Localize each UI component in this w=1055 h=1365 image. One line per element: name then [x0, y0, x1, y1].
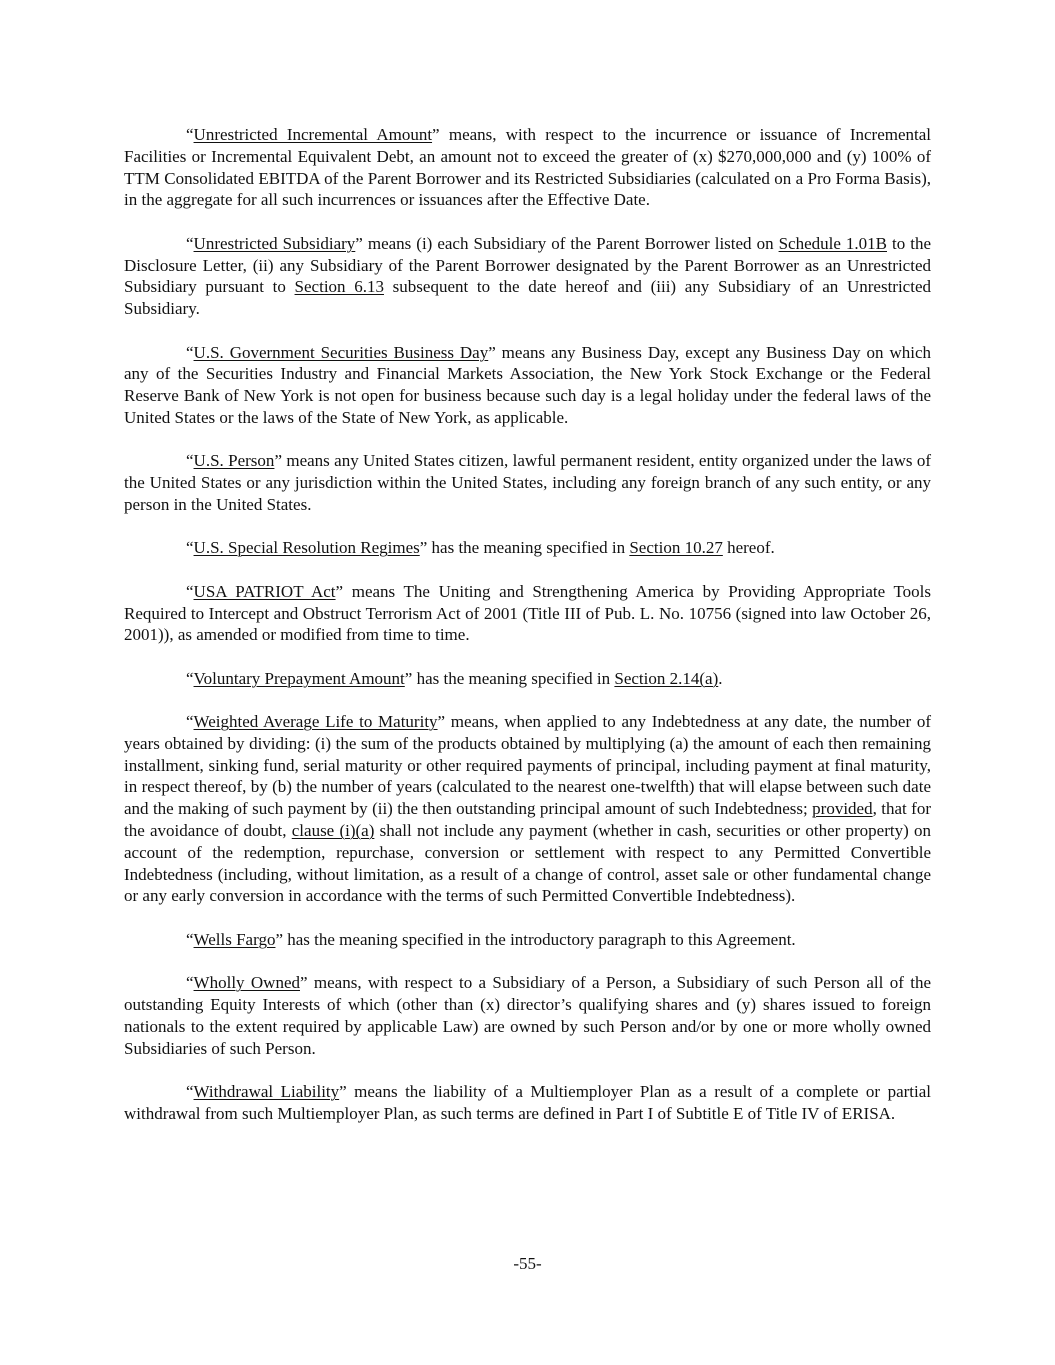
document-page	[124, 124, 931, 1146]
definition-text: ” has the meaning specified in	[419, 538, 630, 558]
cross-reference: clause (i)(a)	[291, 821, 375, 841]
defined-term: U.S. Person	[193, 451, 275, 471]
definition-unrestricted-incremental-amount: “Unrestricted Incremental Amount” means, with respect to the incurrence or issuance of Incremental Facilities or Incremental Equivalent Debt, an amount not to exceed the greater of (x) $270,000,000 and (y) 100% of TTM Consolidated EBITDA of the Parent Borrower and its Restricted Subsidiaries (calculated on a Pro Forma Basis), in the aggregate for all such incurrences or issuances after the Effective Date.	[124, 125, 932, 210]
definition-withdrawal-liability: “Withdrawal Liability” means the liability of a Multiemployer Plan as a result of a complete or partial withdrawal from such Multiemployer Plan, as such terms are defined in Part I of Subtitle E of Title IV of ERISA.	[124, 1082, 931, 1123]
definition-us-government-securities-business-day: “U.S. Government Securities Business Day” means any Business Day, except any Business Day on which any of the Securities Industry and Financial Markets Association, the New York Stock Exchange or the Federal Reserve Bank of New York is not open for business because such day is a legal holiday under the federal laws of the United States or the laws of the State of New York, as applicable.	[124, 342, 931, 427]
definition-text: , that for the avoidance of doubt,	[124, 799, 931, 841]
definition-wells-fargo: “Wells Fargo” has the meaning specified in the introductory paragraph to this Agreement.	[186, 929, 796, 949]
definition-text: ” means any United States citizen, lawful permanent resident, entity organized under the laws of the United States or any jurisdiction within the United States, including any foreign branch of any such entity, or any person in the United States.	[124, 451, 932, 514]
cross-reference: Section 2.14(a)	[614, 668, 719, 688]
cross-reference: provided	[812, 799, 873, 819]
definition-unrestricted-subsidiary: “Unrestricted Subsidiary” means (i) each Subsidiary of the Parent Borrower listed on Schedule 1.01B to the Disclosure Letter, (ii) any Subsidiary of the Parent Borrower designated by the Parent Borrower as an Unrestricted Subsidiary pursuant to Section 6.13 subsequent to the date hereof and (iii) any Subsidiary of an Unrestricted Subsidiary.	[124, 233, 932, 319]
definition-text: ” has the meaning specified in	[404, 668, 615, 688]
definition-text: ” means the liability of a Multiemployer Plan as a result of a complete or partial withdrawal from such Multiemployer Plan, as such terms are defined in Part I of Subtitle E of Title IV of ERISA.	[124, 1082, 931, 1123]
defined-term: U.S. Government Securities Business Day	[193, 342, 489, 362]
definition-text: ” has the meaning specified in the introductory paragraph to this Agreement.	[275, 929, 796, 949]
definition-text: hereof.	[722, 538, 775, 558]
definition-wholly-owned: “Wholly Owned” means, with respect to a Subsidiary of a Person, a Subsidiary of such Person all of the outstanding Equity Interests of which (other than (x) director’s qualifying shares and (y) shares issued to foreign nationals to the extent required by applicable Law) are owned by such Person and/or by one or more wholly owned Subsidiaries of such Person.	[124, 973, 932, 1058]
definition-text: subsequent to the date hereof and (iii) any Subsidiary of an Unrestricted Subsidiary.	[124, 277, 931, 319]
definition-voluntary-prepayment-amount: “Voluntary Prepayment Amount” has the meaning specified in Section 2.14(a).	[186, 668, 723, 688]
page-number: -55-	[513, 1254, 542, 1273]
defined-term: Voluntary Prepayment Amount	[193, 668, 405, 688]
definition-text: to the Disclosure Letter, (ii) any Subsidiary of the Parent Borrower designated by the Parent Borrower as an Unrestricted Subsidiary pursuant to	[124, 233, 932, 297]
defined-term: Wholly Owned	[193, 973, 300, 993]
defined-term: Unrestricted Incremental Amount	[193, 125, 433, 144]
definition-usa-patriot-act: “USA PATRIOT Act” means The Uniting and Strengthening America by Providing Appropriate Tools Required to Intercept and Obstruct Terrorism Act of 2001 (Title III of Pub. L. No. 10756 (signed into law October 26, 2001)), as amended or modified from time to time.	[124, 581, 932, 645]
definition-text: ” means, with respect to a Subsidiary of a Person, a Subsidiary of such Person all of the outstanding Equity Interests of which (other than (x) director’s qualifying shares and (y) shares issued to foreign nationals to the extent required by applicable Law) are owned by such Person and/or by one or more wholly owned Subsidiaries of such Person.	[124, 973, 932, 1058]
definition-weighted-average-life-to-maturity: “Weighted Average Life to Maturity” means, when applied to any Indebtedness at any date, the number of years obtained by dividing: (i) the sum of the products obtained by multiplying (a) the amount of each then remaining installment, sinking fund, serial maturity or other required payments of principal, including payment at final maturity, in respect thereof, by (b) the number of years (calculated to the nearest one-twelfth) that will elapse between such date and the making of such payment by (ii) the then outstanding principal amount of such Indebtedness; provided, that for the avoidance of doubt, clause (i)(a) shall not include any payment (whether in cash, securities or other property) on account of the redemption, repurchase, conversion or settlement with respect to any Permitted Convertible Indebtedness (including, without limitation, as a result of a change of control, asset sale or other fundamental change or any early conversion in accordance with the terms of such Permitted Convertible Indebtedness).	[124, 712, 932, 906]
cross-reference: Section 10.27	[629, 538, 723, 558]
defined-term: Withdrawal Liability	[193, 1082, 340, 1102]
defined-term: Weighted Average Life to Maturity	[193, 712, 438, 732]
defined-term: Unrestricted Subsidiary	[193, 233, 356, 253]
defined-term: U.S. Special Resolution Regimes	[193, 538, 420, 558]
definition-text: .	[718, 668, 723, 688]
cross-reference: Schedule 1.01B	[778, 233, 887, 253]
defined-term: Wells Fargo	[193, 929, 276, 949]
definition-text: ” means, with respect to the incurrence or issuance of Incremental Facilities or Incremental Equivalent Debt, an amount not to exceed the greater of (x) $270,000,000 and (y) 100% of TTM Consolidated EBITDA of the Parent Borrower and its Restricted Subsidiaries (calculated on a Pro Forma Basis), in the aggregate for all such incurrences or issuances after the Effective Date.	[124, 125, 932, 210]
defined-term: USA PATRIOT Act	[193, 581, 336, 601]
definition-us-person: “U.S. Person” means any United States citizen, lawful permanent resident, entity organized under the laws of the United States or any jurisdiction within the United States, including any foreign branch of any such entity, or any person in the United States.	[124, 451, 932, 514]
definition-text: ” means (i) each Subsidiary of the Parent Borrower listed on	[355, 233, 779, 253]
definition-text: ” means, when applied to any Indebtedness at any date, the number of years obtained by dividing: (i) the sum of the products obtained by multiplying (a) the amount of each then remaining installment, sinking fund, serial maturity or other required payments of principal, including payment at final maturity, in respect thereof, by (b) the number of years (calculated to the nearest one-twelfth) that will elapse between such date and the making of such payment by (ii) the then outstanding principal amount of such Indebtedness;	[124, 712, 932, 819]
definition-text: shall not include any payment (whether in cash, securities or other property) on account of the redemption, repurchase, conversion or settlement with respect to any Permitted Convertible Indebtedness (including, without limitation, as a result of a change of control, asset sale or other fundamental change or any early conversion in accordance with the terms of such Permitted Convertible Indebtedness).	[124, 821, 931, 906]
definition-text: ” means The Uniting and Strengthening America by Providing Appropriate Tools Required to Intercept and Obstruct Terrorism Act of 2001 (Title III of Pub. L. No. 10756 (signed into law October 26, 2001)), as amended or modified from time to time.	[124, 581, 932, 645]
definition-us-special-resolution-regimes: “U.S. Special Resolution Regimes” has the meaning specified in Section 10.27 hereof.	[186, 538, 775, 558]
cross-reference: Section 6.13	[294, 277, 384, 297]
definition-text: ” means any Business Day, except any Business Day on which any of the Securities Industry and Financial Markets Association, the New York Stock Exchange or the Federal Reserve Bank of New York is not open for business because such day is a legal holiday under the federal laws of the United States or the laws of the State of New York, as applicable.	[124, 342, 931, 427]
